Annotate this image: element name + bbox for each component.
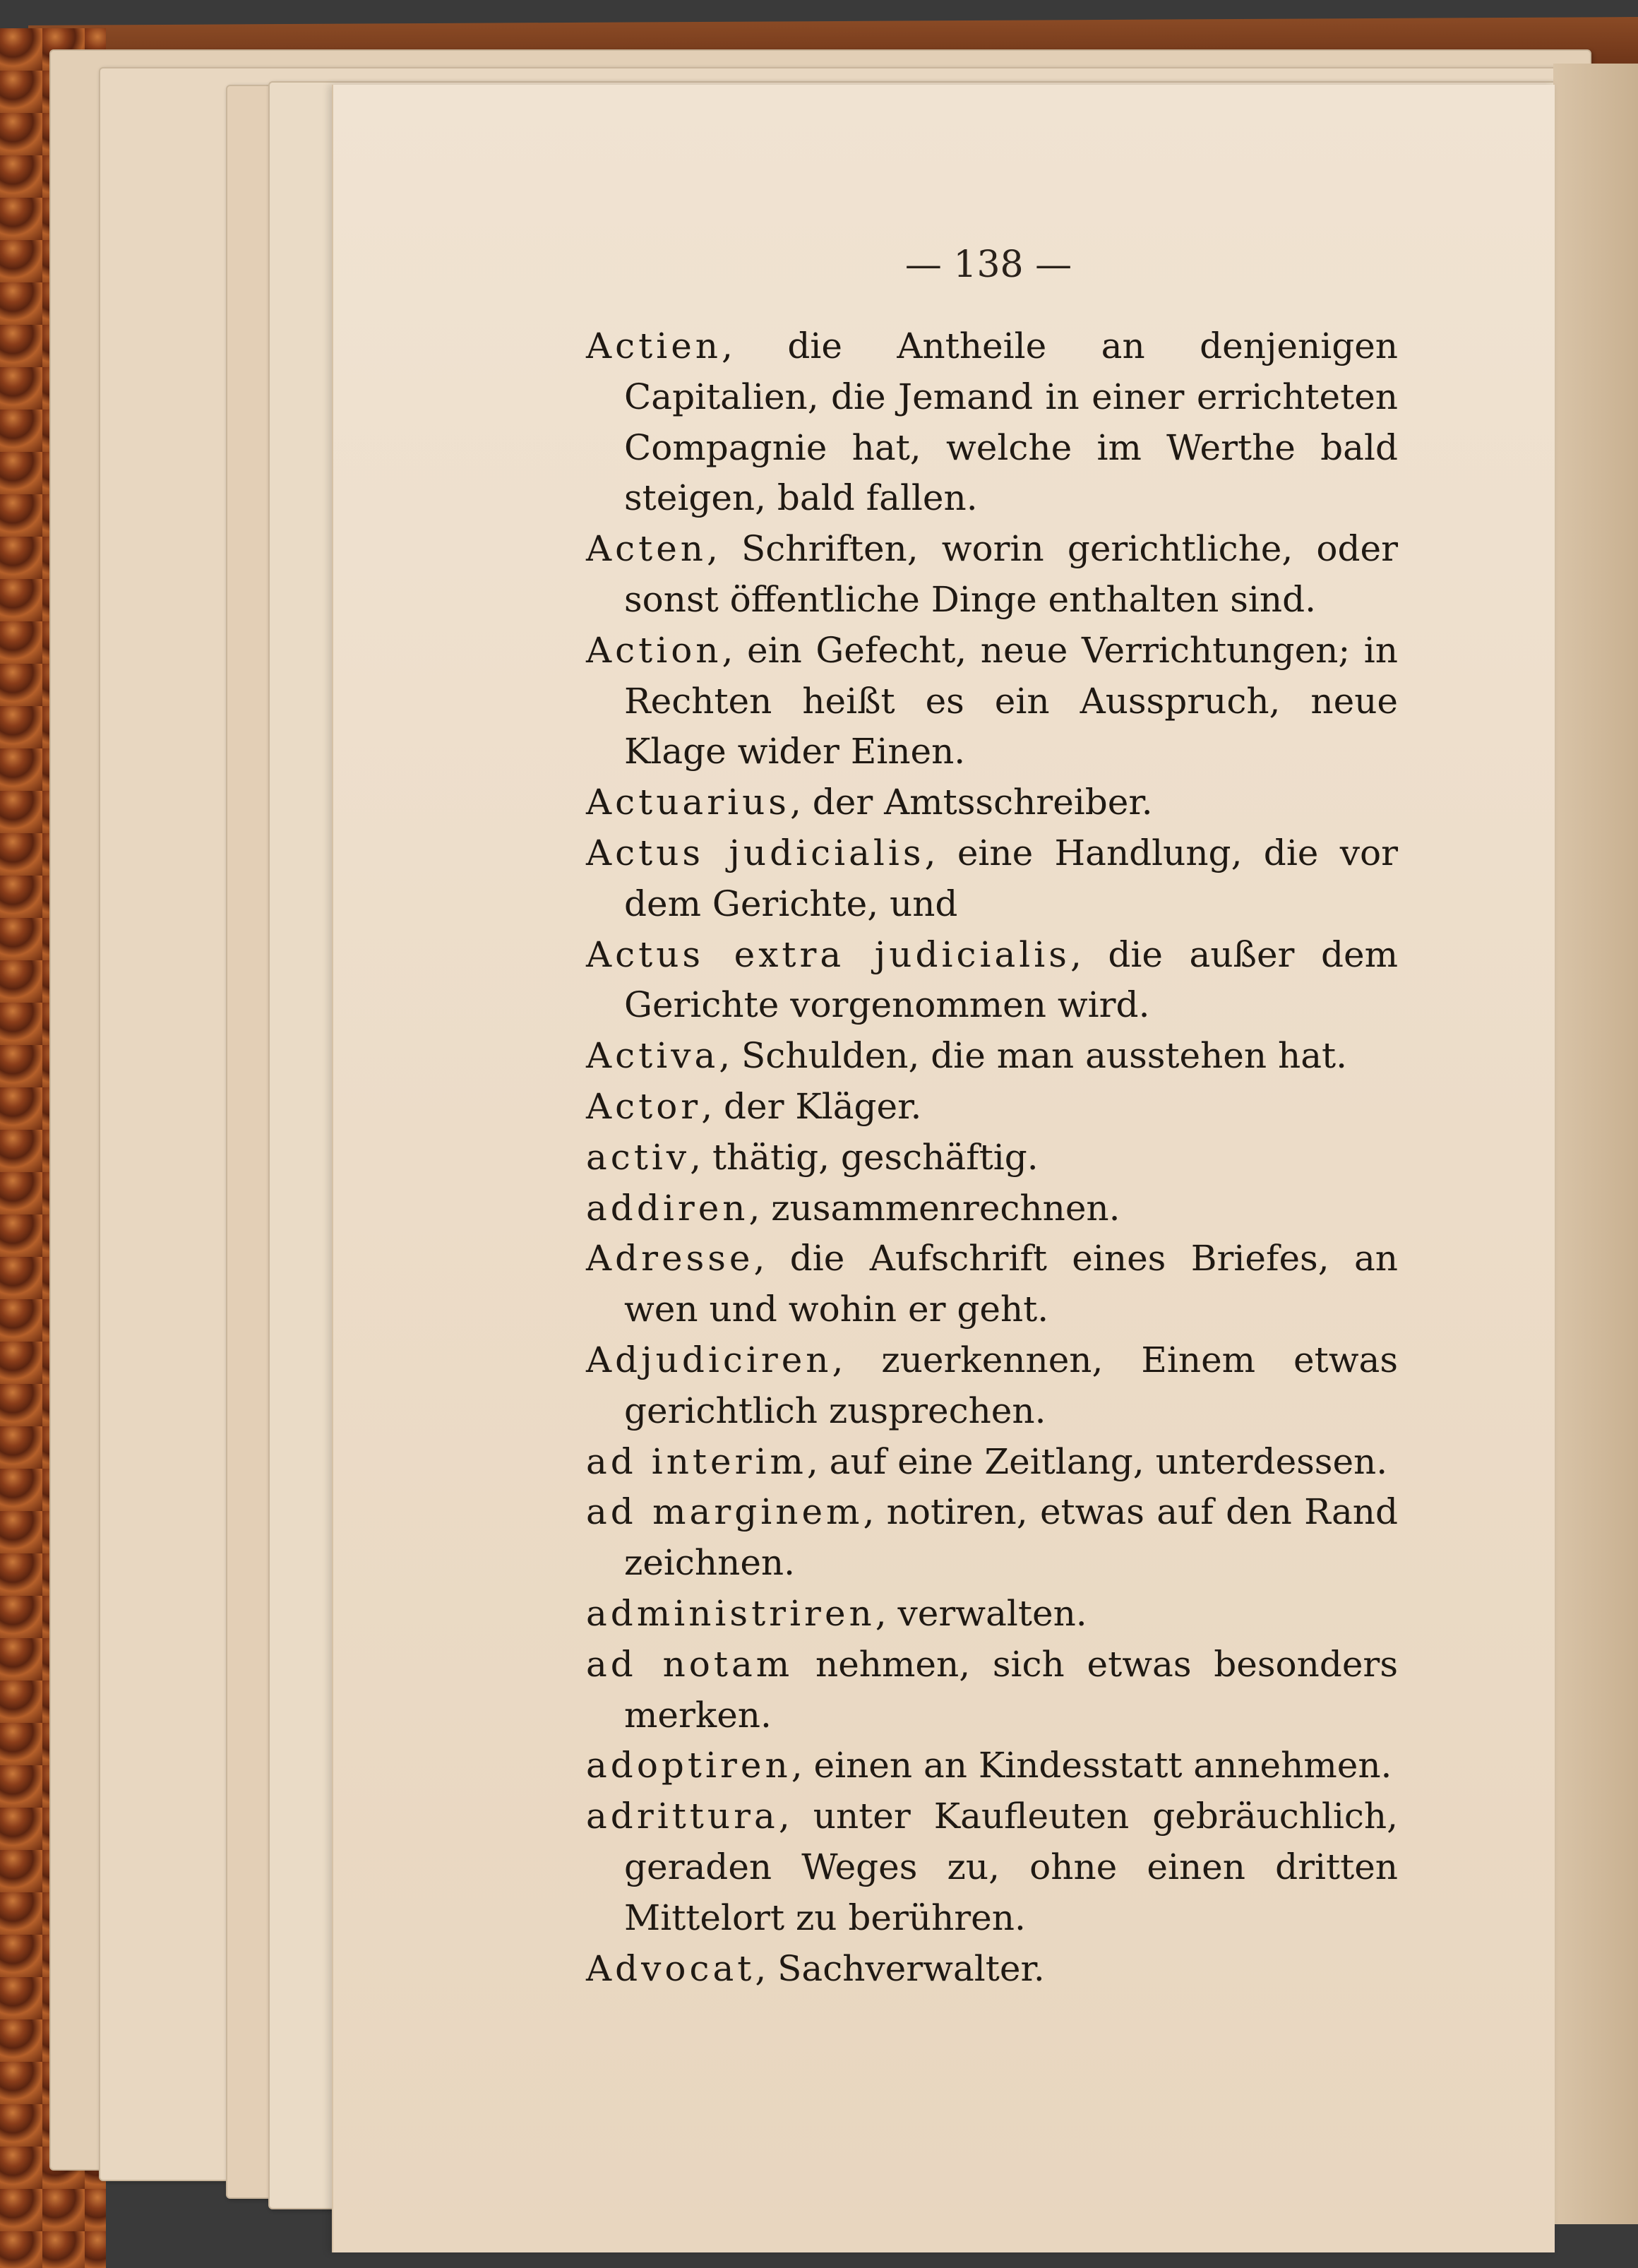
entry-definition: , Schriften, worin gerichtliche, oder sonst öffentliche Dinge enthalten sind. (624, 528, 1398, 620)
entry-definition: , die Aufschrift eines Briefes, an wen und wohin er geht. (624, 1238, 1398, 1330)
entry-term: Action (586, 629, 722, 671)
entry-definition: , auf eine Zeitlang, unterdessen. (806, 1440, 1388, 1482)
glossary-entry (586, 1944, 1398, 1995)
entry-definition: , notiren, etwas auf den Rand zeichnen. (624, 1491, 1398, 1584)
glossary-entry (586, 828, 1398, 930)
entry-definition: , zuerkennen, Einem etwas gerichtlich zusprechen. (624, 1339, 1398, 1431)
entry-definition: , eine Handlung, die vor dem Gerichte, und (624, 832, 1399, 924)
entry-term: ad marginem (586, 1491, 863, 1533)
entry-term: Acten (586, 528, 707, 570)
entry-term: Actus judicialis (586, 832, 925, 873)
glossary-entry (586, 1487, 1398, 1589)
entry-definition: , ein Gefecht, neue Verrichtungen; in Rechten heißt es ein Ausspruch, neue Klage wider Einen. (624, 629, 1398, 772)
glossary-entry (586, 1234, 1398, 1335)
glossary-entry (586, 1133, 1398, 1183)
glossary-entry (586, 1082, 1398, 1133)
entry-term: Actor (586, 1085, 702, 1127)
entry-term: ad interim (586, 1440, 807, 1482)
glossary-entries (586, 321, 1398, 1994)
entry-term: adrittura (586, 1796, 779, 1837)
entry-definition: , die Antheile an denjenigen Capitalien, die Jemand in einer errichteten Compagnie hat, welche im Werthe bald steigen, bald fallen. (624, 326, 1398, 519)
glossary-entry (586, 1589, 1398, 1640)
entry-definition: , Schulden, die man ausstehen hat. (719, 1035, 1347, 1077)
entry-definition: , unter Kaufleuten gebräuchlich, geraden Weges zu, ohne einen dritten Mittelort zu berühren. (624, 1796, 1398, 1938)
entry-definition: nehmen, sich etwas besonders merken. (624, 1643, 1398, 1736)
glossary-entry (586, 321, 1398, 524)
entry-term: addiren (586, 1187, 749, 1229)
entry-definition: , verwalten. (875, 1592, 1087, 1634)
entry-definition: , der Kläger. (701, 1085, 922, 1127)
entry-term: Actien (586, 326, 722, 366)
glossary-entry (586, 1031, 1398, 1082)
entry-term: adoptiren (586, 1745, 791, 1786)
entry-definition: , der Amtsschreiber. (789, 782, 1153, 823)
entry-term: ad notam (586, 1643, 794, 1685)
entry-term: activ (586, 1136, 691, 1178)
entry-definition: , einen an Kindesstatt annehmen. (791, 1745, 1392, 1786)
glossary-entry (586, 1335, 1398, 1437)
glossary-entry (586, 626, 1398, 777)
glossary-entry (586, 930, 1398, 1032)
entry-term: Actuarius (586, 782, 790, 823)
glossary-entry (586, 1741, 1398, 1791)
entry-term: Adresse (586, 1238, 754, 1279)
glossary-entry (586, 1183, 1398, 1234)
entry-definition: , die außer dem Gerichte vorgenommen wird. (624, 933, 1399, 1026)
entry-definition: , thätig, geschäftig. (690, 1136, 1039, 1178)
glossary-entry (586, 524, 1398, 626)
entry-term: administriren (586, 1592, 875, 1634)
entry-definition: , zusammenrechnen. (748, 1187, 1120, 1229)
page-number: — 138 — (904, 244, 1072, 286)
entry-term: Activa (586, 1035, 719, 1077)
entry-term: Adjudiciren (586, 1339, 832, 1380)
glossary-entry (586, 1437, 1398, 1488)
entry-definition: , Sachverwalter. (755, 1947, 1045, 1989)
entry-term: Advocat (586, 1947, 755, 1989)
facing-page-edge (1553, 64, 1638, 2224)
glossary-entry (586, 1640, 1398, 1741)
glossary-entry (586, 1791, 1398, 1943)
glossary-entry (586, 777, 1398, 828)
entry-term: Actus extra judicialis (586, 933, 1070, 975)
